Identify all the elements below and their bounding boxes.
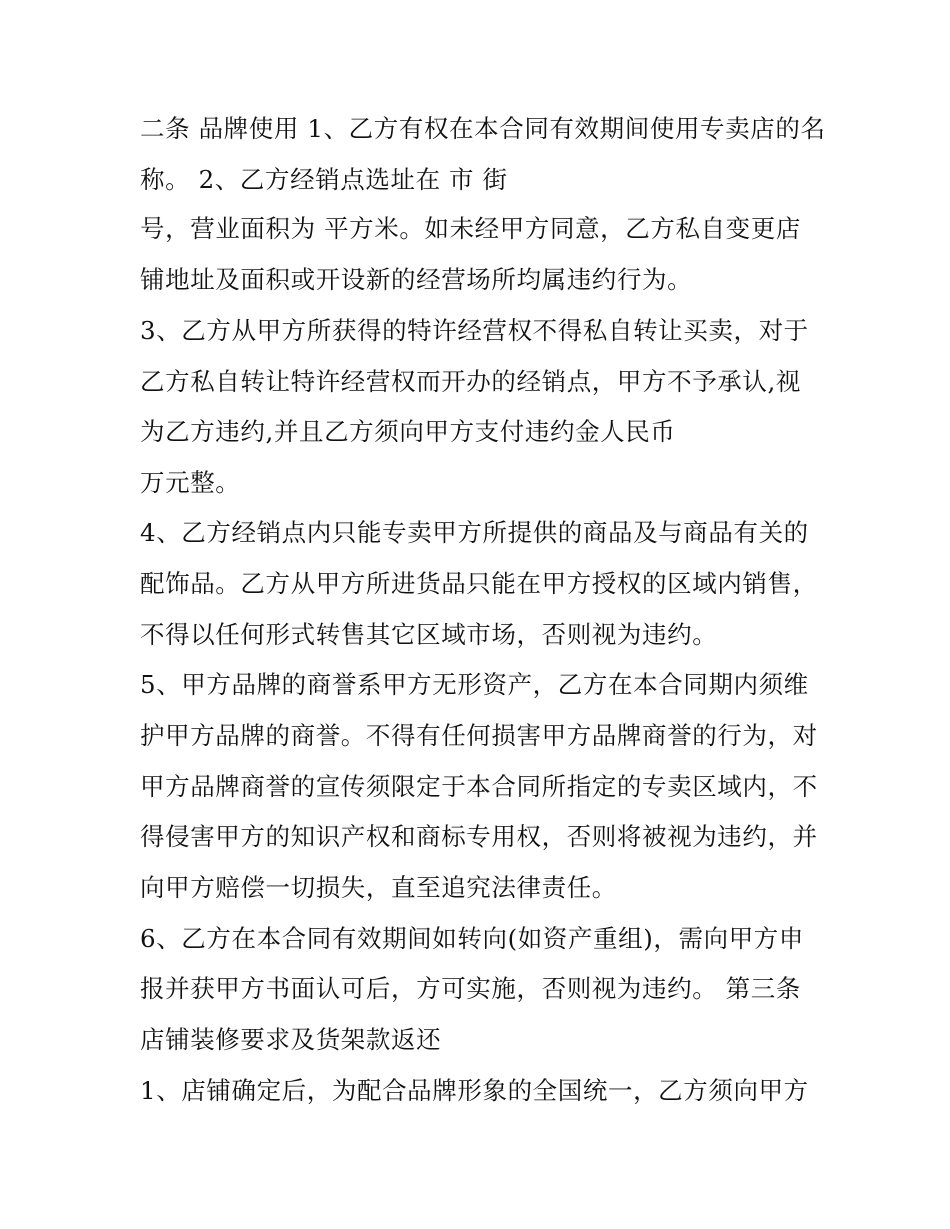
text-line: 店铺装修要求及货架款返还 <box>140 1025 442 1054</box>
text-line: 3、乙方从甲方所获得的特许经营权不得私自转让买卖，对于 <box>140 316 809 345</box>
text-line: 铺地址及面积或开设新的经营场所均属违约行为。 <box>140 265 693 294</box>
text-line: 不得以任何形式转售其它区域市场，否则视为违约。 <box>140 620 718 649</box>
text-line: 向甲方赔偿一切损失，直至追究法律责任。 <box>140 873 617 902</box>
text-line: 为乙方违约,并且乙方须向甲方支付违约金人民币 <box>140 417 676 446</box>
text-line: 配饰品。乙方从甲方所进货品只能在甲方授权的区域内销售， <box>140 569 818 598</box>
text-line: 乙方私自转让特许经营权而开办的经销点，甲方不予承认,视 <box>140 367 801 396</box>
text-line: 报并获甲方书面认可后，方可实施，否则视为违约。 第三条 <box>140 974 801 1003</box>
text-line: 号，营业面积为 平方米。如未经甲方同意，乙方私自变更店 <box>140 214 801 243</box>
text-line: 二条 品牌使用 1、乙方有权在本合同有效期间使用专卖店的名 <box>140 114 826 143</box>
text-line: 称。 2、乙方经销点选址在 市 街 <box>140 165 508 194</box>
text-line: 万元整。 <box>140 468 241 497</box>
text-line: 6、乙方在本合同有效期间如转向(如资产重组)，需向甲方申 <box>140 924 805 953</box>
text-line: 护甲方品牌的商誉。不得有任何损害甲方品牌商誉的行为，对 <box>140 721 818 750</box>
text-line: 1、店铺确定后，为配合品牌形象的全国统一，乙方须向甲方 <box>140 1076 809 1105</box>
text-line: 甲方品牌商誉的宣传须限定于本合同所指定的专卖区域内，不 <box>140 772 818 801</box>
text-line: 5、甲方品牌的商誉系甲方无形资产，乙方在本合同期内须维 <box>140 670 809 699</box>
text-line: 得侵害甲方的知识产权和商标专用权，否则将被视为违约，并 <box>140 822 818 851</box>
text-line: 4、乙方经销点内只能专卖甲方所提供的商品及与商品有关的 <box>140 518 809 547</box>
